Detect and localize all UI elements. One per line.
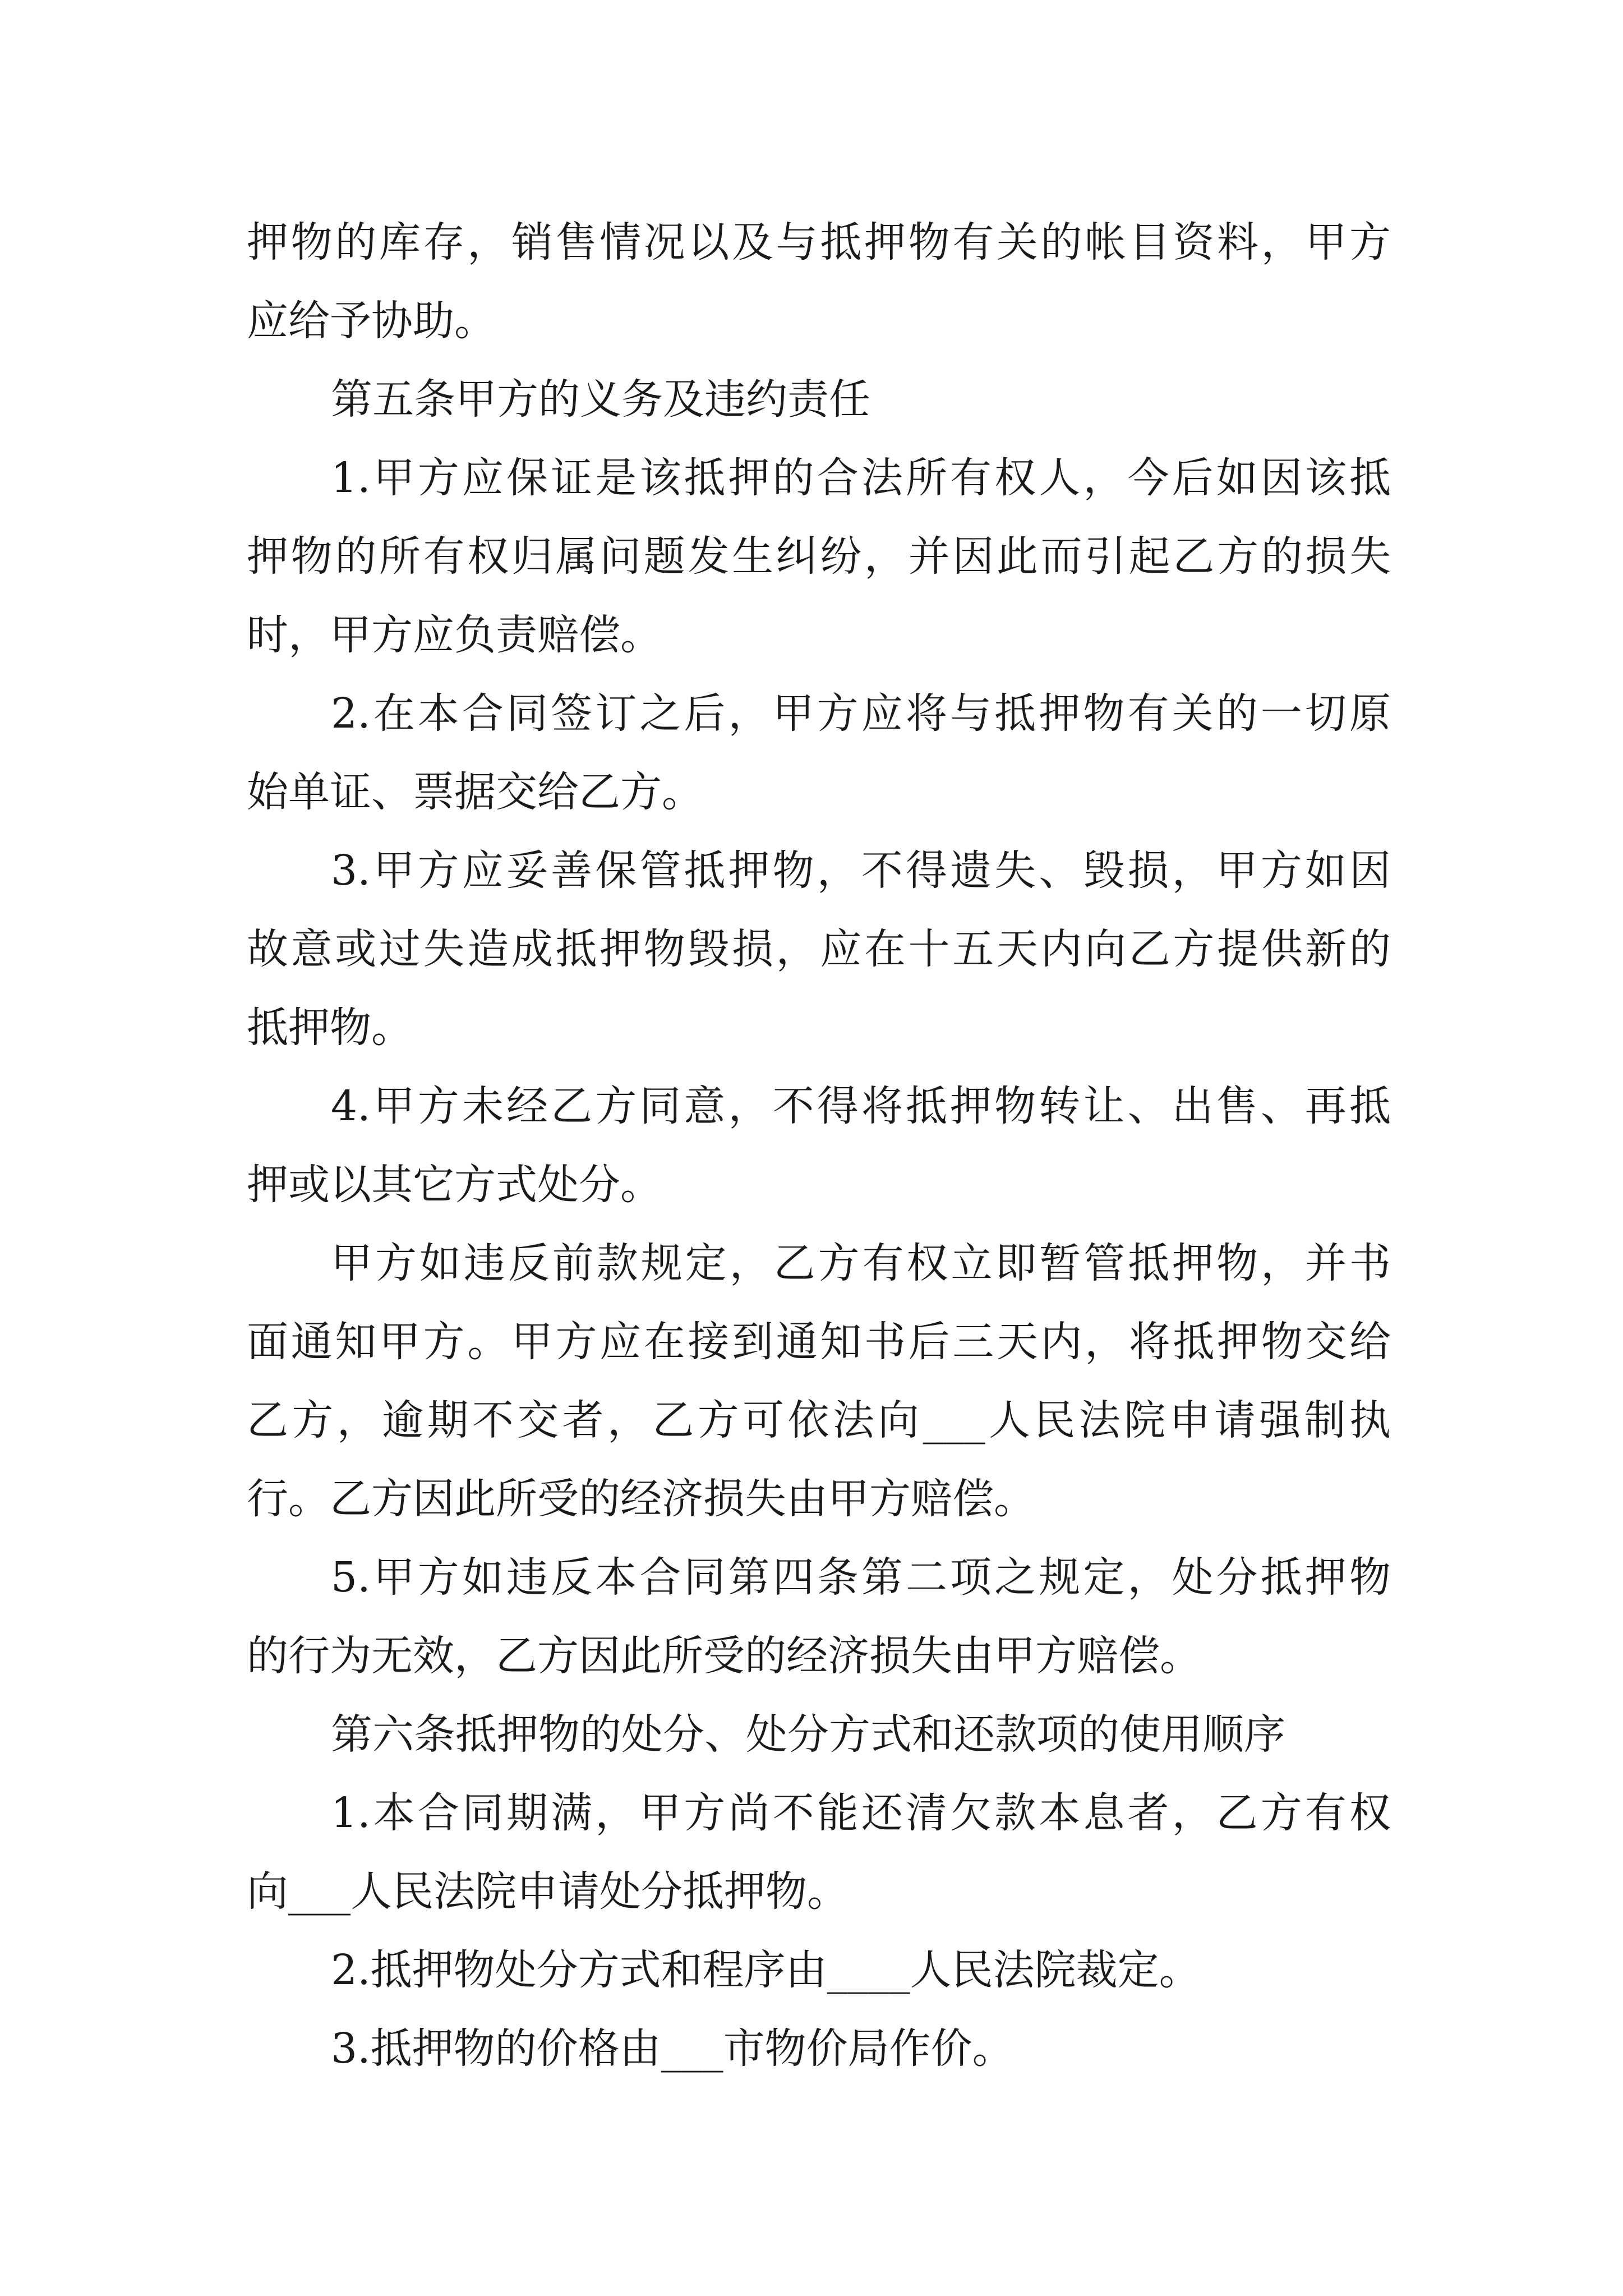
paragraph-line: 押物的所有权归属问题发生纠纷，并因此而引起乙方的损失 [247,532,1391,581]
paragraph-line: 2.在本合同签订之后，甲方应将与抵押物有关的一切原 [331,689,1391,738]
paragraph-line: 1.本合同期满，甲方尚不能还清欠款本息者，乙方有权 [331,1789,1391,1837]
paragraph-line: 2.抵押物处分方式和程序由____人民法院裁定。 [331,1946,1201,1994]
paragraph-line: 1.甲方应保证是该抵押的合法所有权人，今后如因该抵 [331,454,1391,502]
paragraph-line: 故意或过失造成抵押物毁损，应在十五天内向乙方提供新的 [247,925,1391,973]
paragraph-line: 面通知甲方。甲方应在接到通知书后三天内，将抵押物交给 [247,1318,1391,1366]
paragraph-line: 时，甲方应负责赔偿。 [247,611,662,659]
section-heading: 第六条抵押物的处分、处分方式和还款项的使用顺序 [331,1710,1285,1759]
paragraph-line: 应给予协助。 [247,297,496,345]
document-body [247,203,1391,2088]
paragraph-line: 抵押物。 [247,1004,413,1052]
paragraph-line: 押或以其它方式处分。 [247,1161,662,1209]
paragraph-line: 3.抵押物的价格由___市物价局作价。 [331,2024,1014,2073]
paragraph-line: 始单证、票据交给乙方。 [247,768,703,816]
paragraph-line: 乙方，逾期不交者，乙方可依法向___人民法院申请强制执 [247,1396,1391,1444]
paragraph-line: 甲方如违反前款规定，乙方有权立即暂管抵押物，并书 [331,1239,1391,1287]
paragraph-line: 4.甲方未经乙方同意，不得将抵押物转让、出售、再抵 [331,1082,1391,1130]
paragraph-line: 行。乙方因此所受的经济损失由甲方赔偿。 [247,1475,1035,1523]
paragraph-line: 押物的库存，销售情况以及与抵押物有关的帐目资料，甲方 [247,218,1391,266]
section-heading: 第五条甲方的义务及违约责任 [331,375,870,424]
paragraph-line: 向___人民法院申请处分抵押物。 [247,1867,849,1916]
paragraph-line: 5.甲方如违反本合同第四条第二项之规定，处分抵押物 [331,1553,1391,1602]
paragraph-line: 3.甲方应妥善保管抵押物，不得遗失、毁损，甲方如因 [331,846,1391,895]
paragraph-line: 的行为无效，乙方因此所受的经济损失由甲方赔偿。 [247,1632,1201,1680]
